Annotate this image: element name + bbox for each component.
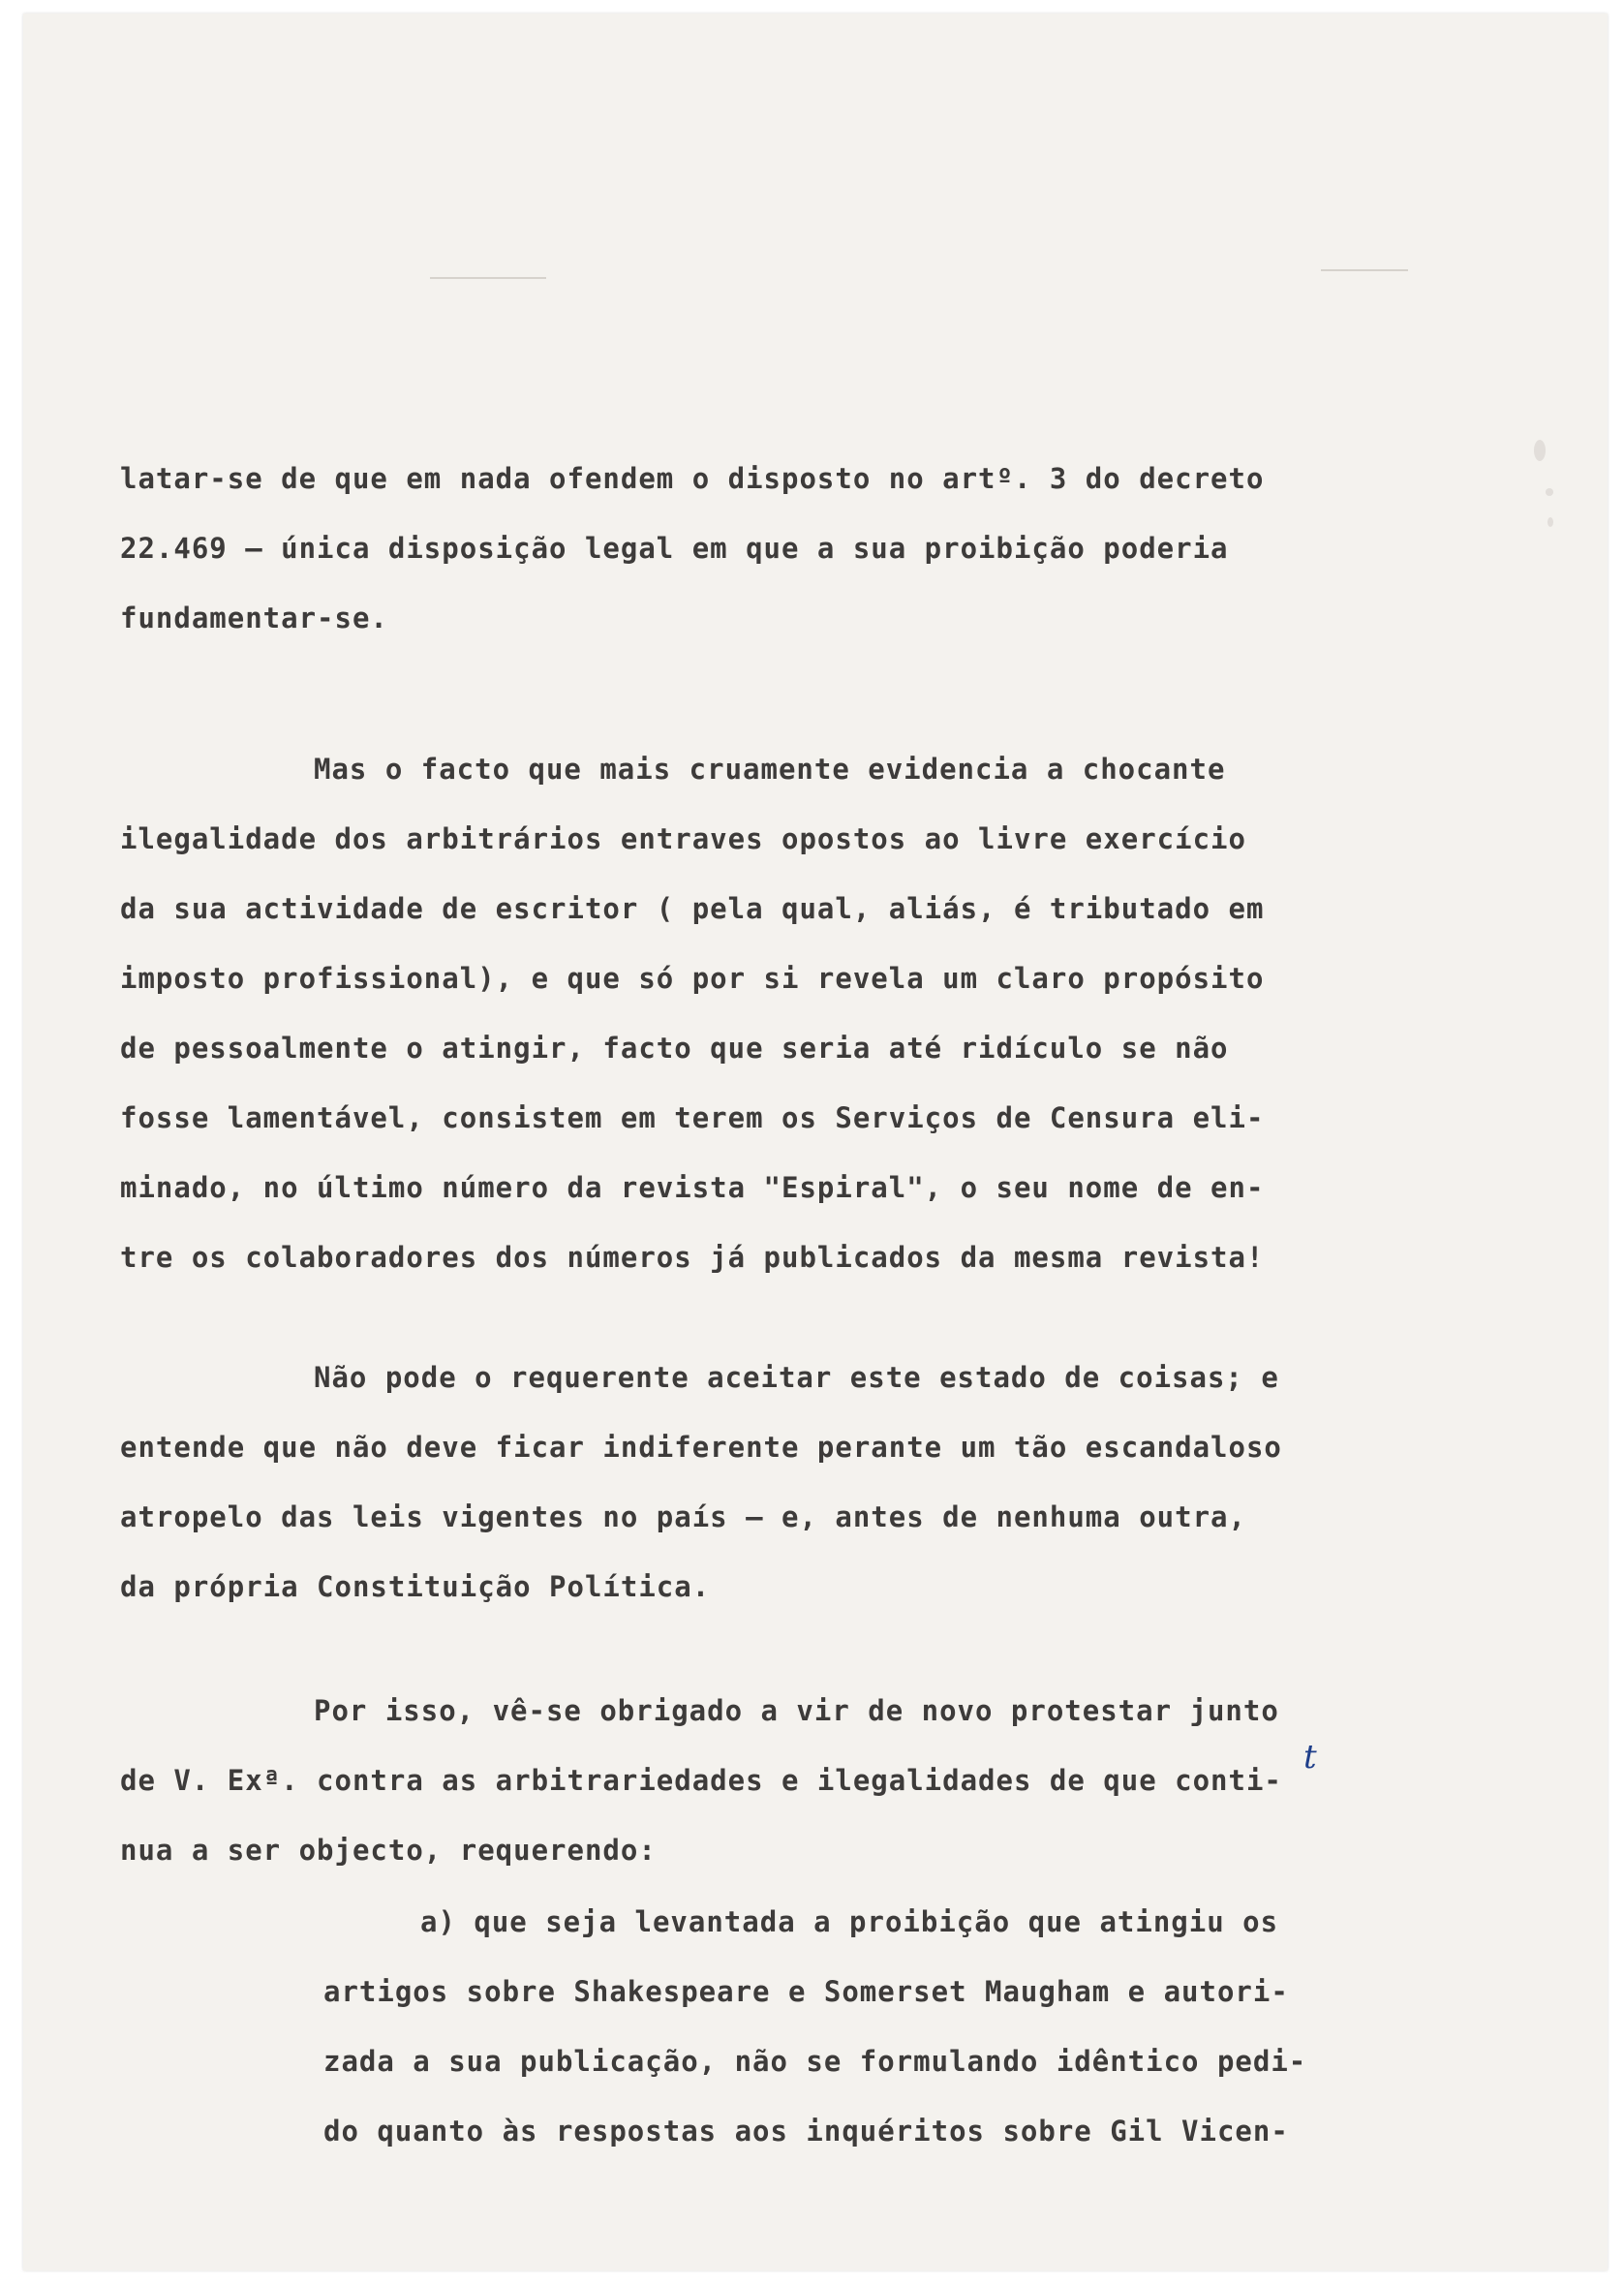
text-line: Não pode o requerente aceitar este estado de coisas; e bbox=[314, 1361, 1279, 1394]
text-line: artigos sobre Shakespeare e Somerset Maugham e autori- bbox=[323, 1975, 1289, 2008]
faint-dash-right bbox=[1321, 269, 1408, 271]
faint-dash-left bbox=[430, 277, 546, 279]
text-line: 22.469 — única disposição legal em que a sua proibição poderia bbox=[120, 532, 1229, 565]
margin-stain bbox=[1534, 440, 1546, 461]
text-line: de pessoalmente o atingir, facto que seria até ridículo se não bbox=[120, 1032, 1229, 1065]
text-line: fosse lamentável, consistem em terem os Serviços de Censura eli- bbox=[120, 1101, 1265, 1134]
text-line: entende que não deve ficar indiferente perante um tão escandaloso bbox=[120, 1431, 1282, 1464]
text-line: atropelo das leis vigentes no país — e, antes de nenhuma outra, bbox=[120, 1500, 1246, 1533]
margin-stain-3 bbox=[1547, 517, 1553, 527]
text-line: a) que seja levantada a proibição que atingiu os bbox=[420, 1905, 1279, 1938]
typed-text bbox=[120, 459, 1408, 2148]
text-line: Mas o facto que mais cruamente evidencia a chocante bbox=[314, 753, 1226, 786]
text-line: de V. Exª. contra as arbitrariedades e ilegalidades de que conti- bbox=[120, 1764, 1282, 1797]
text-line: do quanto às respostas aos inquéritos sobre Gil Vicen- bbox=[323, 2115, 1289, 2148]
text-line: tre os colaboradores dos números já publicados da mesma revista! bbox=[120, 1241, 1265, 1274]
text-line: fundamentar-se. bbox=[120, 602, 388, 634]
margin-stain-2 bbox=[1546, 488, 1553, 496]
text-line: da própria Constituição Política. bbox=[120, 1570, 711, 1603]
handwritten-correction: t bbox=[1303, 1738, 1317, 1777]
paper-sheet bbox=[23, 14, 1608, 2271]
text-line: nua a ser objecto, requerendo: bbox=[120, 1834, 657, 1867]
text-line: Por isso, vê-se obrigado a vir de novo protestar junto bbox=[314, 1694, 1279, 1727]
text-line: latar-se de que em nada ofendem o disposto no artº. 3 do decreto bbox=[120, 462, 1265, 495]
text-line: ilegalidade dos arbitrários entraves opostos ao livre exercício bbox=[120, 822, 1246, 855]
text-line: da sua actividade de escritor ( pela qual, aliás, é tributado em bbox=[120, 892, 1265, 925]
text-line: minado, no último número da revista "Espiral", o seu nome de en- bbox=[120, 1171, 1265, 1204]
text-line: imposto profissional), e que só por si revela um claro propósito bbox=[120, 962, 1265, 995]
text-line: zada a sua publicação, não se formulando idêntico pedi- bbox=[323, 2045, 1307, 2078]
